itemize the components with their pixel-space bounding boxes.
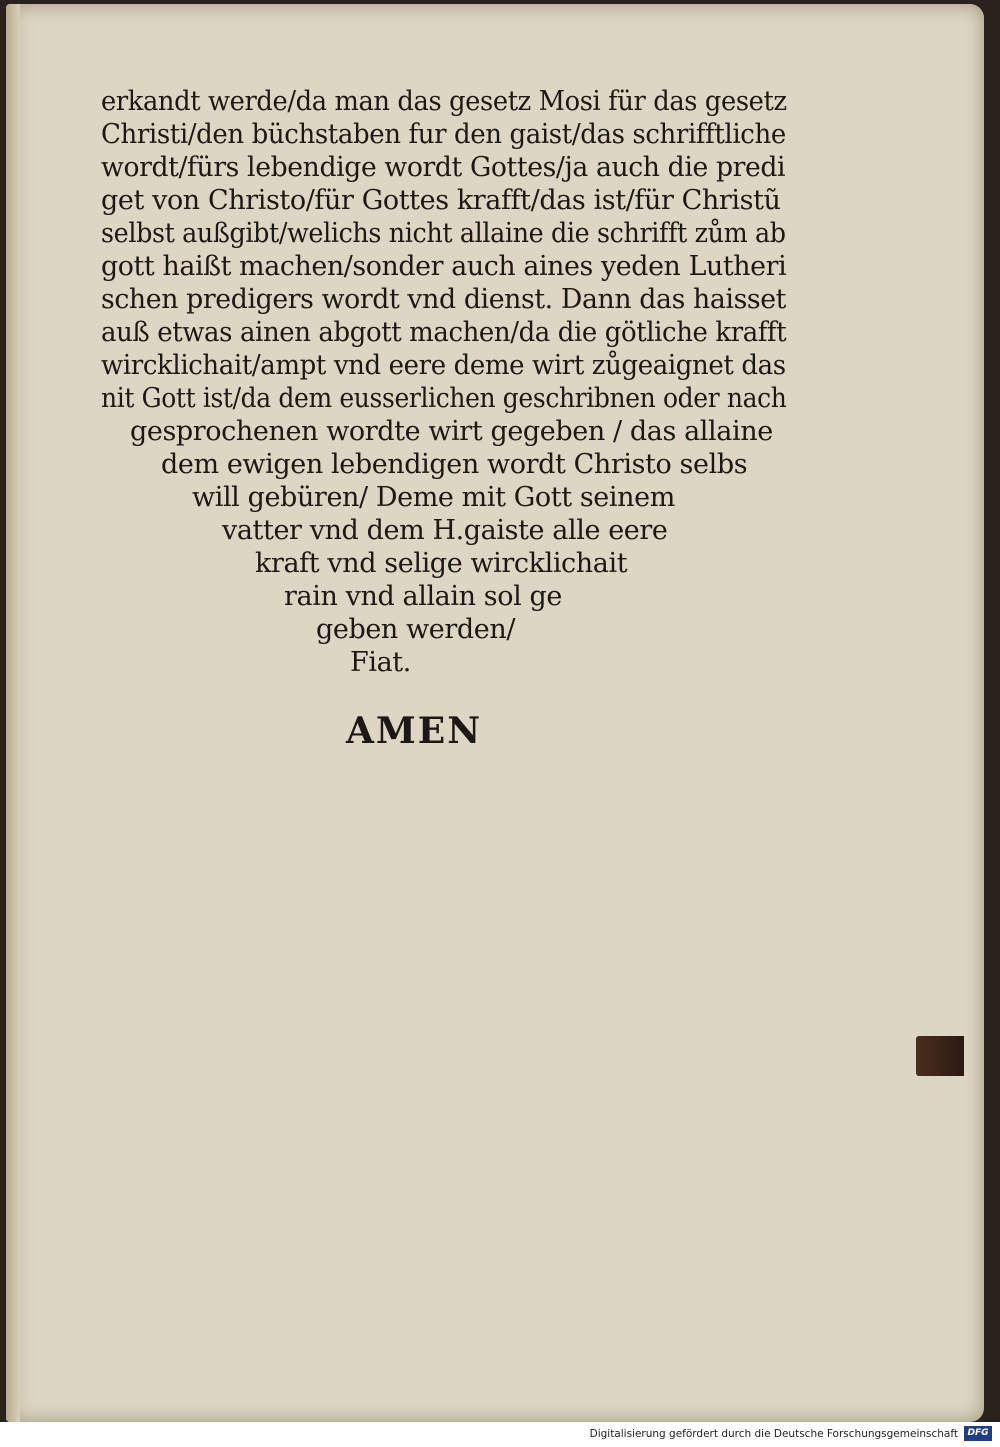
text-line: will gebüren/ Deme mit Gott seinem xyxy=(192,482,675,513)
text-line: gott haißt machen/sonder auch aines yeden Lutheri xyxy=(101,251,787,282)
text-line: vatter vnd dem H.gaiste alle eere xyxy=(222,515,668,546)
text-line: auß etwas ainen abgott machen/da die götliche krafft xyxy=(101,317,787,348)
text-line: schen predigers wordt vnd dienst. Dann das haisset xyxy=(101,284,787,315)
text-line: wordt/fürs lebendige wordt Gottes/ja auch die predi xyxy=(101,152,786,183)
text-line: nit Gott ist/da dem eusserlichen geschribnen oder nach xyxy=(101,383,787,414)
text-line: get von Christo/für Gottes krafft/das ist/für Christũ xyxy=(101,185,781,216)
text-line: selbst außgibt/welichs nicht allaine die schrifft zům ab xyxy=(101,218,786,249)
text-line: Fiat. xyxy=(350,647,411,678)
text-line: Christi/den büchstaben fur den gaist/das schrifftliche xyxy=(101,119,786,150)
amen-heading: AMEN xyxy=(346,710,483,752)
text-line: rain vnd allain sol ge xyxy=(284,581,562,612)
text-line: gesprochenen wordte wirt gegeben / das allaine xyxy=(130,416,773,447)
book-page xyxy=(6,4,984,1422)
text-line: erkandt werde/da man das gesetz Mosi für das gesetz xyxy=(101,86,787,117)
dfg-logo: DFG xyxy=(964,1426,992,1441)
page-tab-marker xyxy=(916,1036,964,1076)
text-line: wircklichait/ampt vnd eere deme wirt zůgeaignet das xyxy=(101,350,786,381)
text-line: geben werden/ xyxy=(316,614,516,645)
page-binding-edge xyxy=(6,4,20,1422)
funding-credit: Digitalisierung gefördert durch die Deutsche Forschungsgemeinschaft xyxy=(589,1428,958,1440)
text-line: kraft vnd selige wircklichait xyxy=(255,548,628,579)
text-line: dem ewigen lebendigen wordt Christo selbs xyxy=(161,449,748,480)
footer-bar xyxy=(0,1422,1000,1447)
